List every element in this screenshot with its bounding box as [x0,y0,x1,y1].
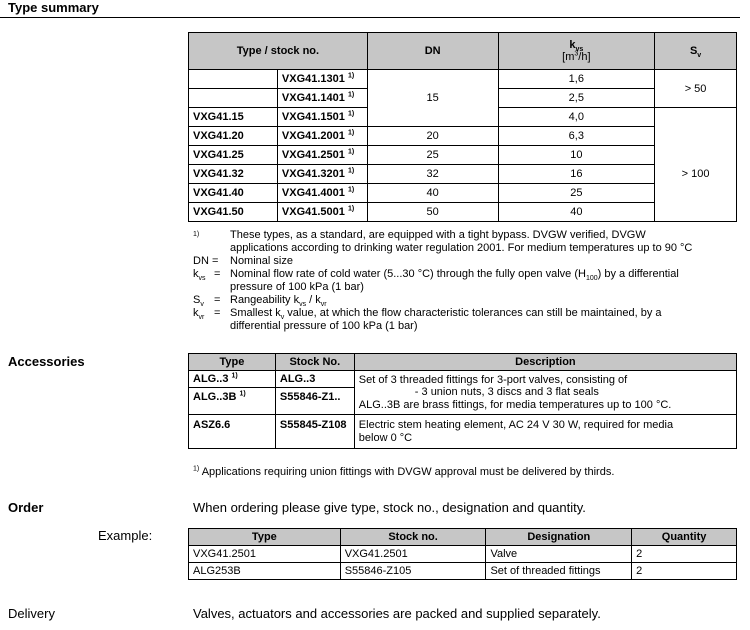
type-summary-notes: 1) These types, as a standard, are equipped with a tight bypass. DVGW verified, DVGW applications according to drinking water regulation 2001. For medium temperatures up to 90 °C DN = Nominal size $k_{vs}$ = Nominal flow rate of cold water (5...30 °C) through the fully open valve $(H_{100})$ by a differential pressure of 100 kPa (1 bar) $S_v$ = Rangeability $k_{vs} / k_{vr}$ $k_{vr}$ = Smallest $k_v$ value, at which the flow characteristic tolerances can still be maintained, by a differential pressure of 100 kPa (1 bar) [193,229,743,333]
table-row [189,146,737,165]
col-header-stock: Stock no. [340,529,486,546]
accessories-table [188,353,737,449]
stock-cell: VXG41.5001 $^{1)}$ [277,203,367,222]
type-cell: VXG41.15 [189,108,278,127]
stock-cell: VXG41.4001 $^{1)}$ [277,184,367,203]
kvs-cell: 16 [498,165,655,184]
delivery-text: Valves, actuators and accessories are packed and supplied separately. [193,606,601,621]
stock-cell: VXG41.2501 $^{1)}$ [277,146,367,165]
type-summary-table [188,32,737,222]
order-title: Order [8,500,44,515]
col-header-dn: DN [367,33,498,70]
designation-cell: Valve [486,546,632,563]
table-row [189,70,737,89]
kvs-note-text: pressure of 100 kPa (1 bar) [230,281,364,293]
dn-cell: 32 [367,165,498,184]
stock-cell: VXG41.2501 [340,546,486,563]
kvs-cell: 6,3 [498,127,655,146]
type-cell: VXG41.20 [189,127,278,146]
kvs-cell: 10 [498,146,655,165]
stock-cell: ALG..3 [275,371,354,388]
sv-cell: > 50 [655,70,737,108]
table-row [189,127,737,146]
col-header-type: Type [189,529,341,546]
section-divider [0,17,740,18]
table-row [189,546,737,563]
kvs-cell: 4,0 [498,108,655,127]
dn-cell: 25 [367,146,498,165]
kvs-cell: 1,6 [498,70,655,89]
accessories-footnote: $^{1)}$ Applications requiring union fittings with DVGW approval must be delivered by thirds. [193,465,615,478]
stock-cell: VXG41.1401 $^{1)}$ [277,89,367,108]
type-cell: VXG41.2501 [189,546,341,563]
delivery-title: Delivery [8,606,55,621]
type-cell [189,70,278,89]
description-cell: Set of 3 threaded fittings for 3-port valves, consisting of - 3 union nuts, 3 discs and 3 flat seals ALG..3B are brass fittings, for media temperatures up to 100 °C. [354,371,736,415]
kvr-note-text: differential pressure of 100 kPa (1 bar) [230,320,418,332]
kvs-cell: 40 [498,203,655,222]
col-header-stock: Stock No. [275,354,354,371]
table-header-row [189,354,737,371]
dn-cell: 15 [367,70,498,127]
col-header-description: Description [354,354,736,371]
stock-cell: VXG41.1501 $^{1)}$ [277,108,367,127]
order-example-table [188,528,737,580]
table-row [189,184,737,203]
example-label: Example: [98,528,153,543]
kvs-cell: 25 [498,184,655,203]
type-summary-title: Type summary [8,0,99,15]
designation-cell: Set of threaded fittings [486,563,632,580]
type-cell: VXG41.40 [189,184,278,203]
table-row [189,165,737,184]
table-row [189,371,737,388]
type-cell: ASZ6.6 [189,415,276,449]
dn-cell: 40 [367,184,498,203]
col-header-sv: $S_v$ [655,33,737,70]
type-cell: ALG..3B $^{1)}$ [189,388,276,415]
stock-cell: VXG41.3201 $^{1)}$ [277,165,367,184]
dn-cell: 20 [367,127,498,146]
dn-cell: 50 [367,203,498,222]
type-cell: VXG41.25 [189,146,278,165]
sv-note: $S_v$ = Rangeability $k_{vs} / k_{vr}$ [193,294,327,309]
table-row [189,563,737,580]
footnote-text: These types, as a standard, are equipped with a tight bypass. DVGW verified, DVGW [230,229,646,241]
sv-cell: > 100 [655,127,737,222]
table-header-row [189,529,737,546]
table-row [189,415,737,449]
stock-cell: VXG41.1301 $^{1)}$ [277,70,367,89]
kvs-note: $k_{vs}$ = Nominal flow rate of cold water (5...30 °C) through the fully open valve $(H_{100})$ by a differential [193,268,679,283]
type-cell: ALG253B [189,563,341,580]
col-header-type-stock: Type / stock no. [189,33,368,70]
quantity-cell: 2 [632,563,737,580]
type-cell: VXG41.32 [189,165,278,184]
sv-cell [655,108,737,127]
description-cell: Electric stem heating element, AC 24 V 30 W, required for media below 0 °C [354,415,736,449]
stock-cell: S55846-Z105 [340,563,486,580]
footnote-text: applications according to drinking water regulation 2001. For medium temperatures up to 90 °C [230,242,693,254]
kvr-note: $k_{vr}$ = Smallest $k_v$ value, at which the flow characteristic tolerances can still be maintained, by a [193,307,662,322]
kvs-cell: 2,5 [498,89,655,108]
stock-cell: S55846-Z1.. [275,388,354,415]
accessories-title: Accessories [8,354,85,369]
quantity-cell: 2 [632,546,737,563]
stock-cell: VXG41.2001 $^{1)}$ [277,127,367,146]
type-cell: ALG..3 $^{1)}$ [189,371,276,388]
dn-note: DN = Nominal size [193,255,293,267]
col-header-type: Type [189,354,276,371]
order-text: When ordering please give type, stock no., designation and quantity. [193,500,586,515]
type-cell: VXG41.50 [189,203,278,222]
col-header-designation: Designation [486,529,632,546]
table-row [189,203,737,222]
type-cell [189,89,278,108]
col-header-quantity: Quantity [632,529,737,546]
stock-cell: S55845-Z108 [275,415,354,449]
col-header-kvs: $k_{vs}$ $[m^3/h]$ [498,33,655,70]
table-header-row [189,33,737,70]
